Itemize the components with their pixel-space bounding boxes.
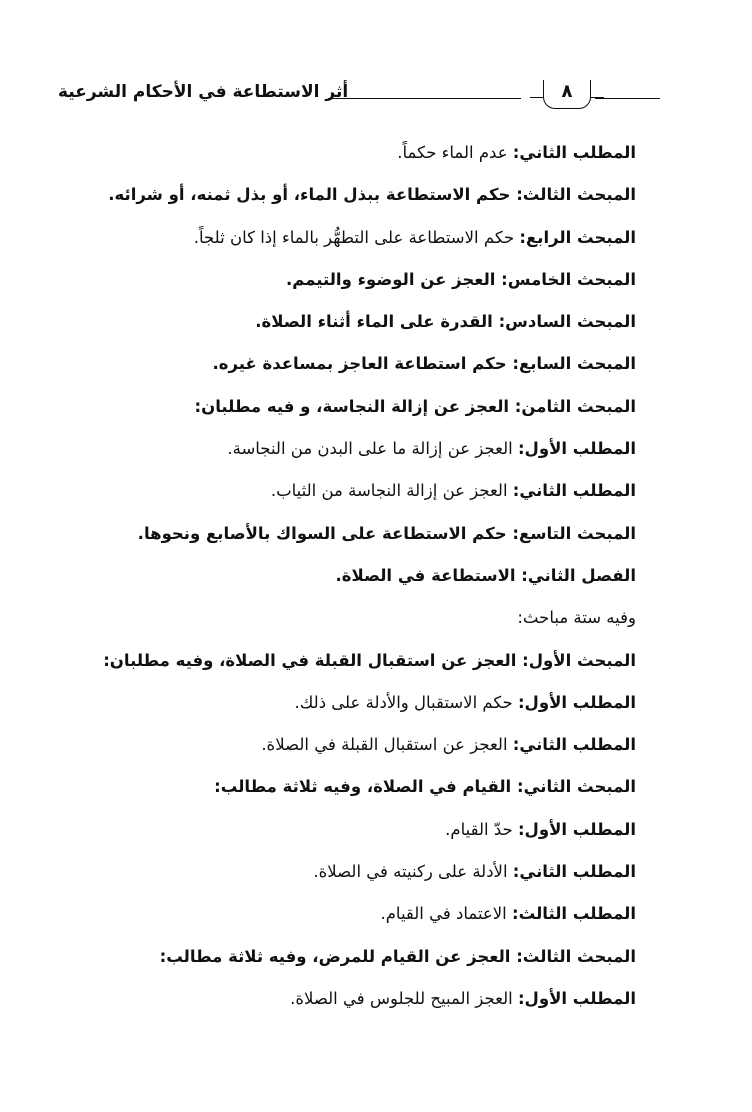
header-rule-right xyxy=(595,98,660,99)
toc-line xyxy=(76,936,636,978)
toc-label: المبحث الرابع: xyxy=(519,227,636,247)
toc-label: المبحث السادس: xyxy=(498,312,636,332)
toc-label: المطلب الأول: xyxy=(517,988,636,1008)
toc-line xyxy=(76,809,636,851)
toc-text: الاستطاعة في الصلاة. xyxy=(335,565,522,585)
toc-line xyxy=(76,386,636,428)
toc-text: الاعتماد في القيام. xyxy=(380,904,513,924)
toc-text: حكم استطاعة العاجز بمساعدة غيره. xyxy=(212,354,513,374)
toc-label: المطلب الثاني: xyxy=(512,143,636,162)
toc-text: حدّ القيام. xyxy=(445,819,518,839)
toc-label: المطلب الثاني: xyxy=(512,862,636,882)
toc-line xyxy=(76,893,636,935)
toc-label: المطلب الثالث: xyxy=(512,904,636,924)
toc-line xyxy=(76,428,636,470)
toc-text: العجز عن الوضوء والتيمم. xyxy=(285,269,502,289)
toc-text: العجز عن استقبال القبلة في الصلاة. xyxy=(261,735,513,755)
toc-text: الأدلة على ركنيته في الصلاة. xyxy=(313,862,513,882)
toc-text: العجز عن استقبال القبلة في الصلاة، وفيه مطلبان: xyxy=(103,650,523,670)
toc-text: حكم الاستطاعة ببذل الماء، أو بذل ثمنه، أو شرائه. xyxy=(108,185,517,205)
header-rule-left xyxy=(328,98,521,99)
toc-label: المبحث الخامس: xyxy=(501,269,636,289)
toc-label: المبحث الثالث: xyxy=(516,185,636,205)
toc-text: حكم الاستقبال والأدلة على ذلك. xyxy=(294,692,518,712)
toc-line xyxy=(76,217,636,259)
toc-text: حكم الاستطاعة على التطهُّر بالماء إذا كان ثلجاً. xyxy=(193,227,520,247)
toc-label: المطلب الأول: xyxy=(517,692,636,712)
toc-text: العجز عن القيام للمرض، وفيه ثلاثة مطالب: xyxy=(159,946,517,966)
toc-text: العجز عن إزالة ما على البدن من النجاسة. xyxy=(227,439,518,459)
toc-label: المطلب الأول: xyxy=(517,819,636,839)
toc-line xyxy=(76,513,636,555)
toc-text: القدرة على الماء أثناء الصلاة. xyxy=(255,312,499,332)
toc-line xyxy=(76,259,636,301)
toc-line xyxy=(76,132,636,174)
toc-label: المبحث الثامن: xyxy=(514,396,636,416)
toc-text: القيام في الصلاة، وفيه ثلاثة مطالب: xyxy=(214,777,517,797)
toc-line xyxy=(76,851,636,893)
page-number-frame xyxy=(543,80,591,109)
toc-line xyxy=(76,174,636,216)
toc-text: العجز عن إزالة النجاسة، و فيه مطلبان: xyxy=(194,396,515,416)
toc-label: المبحث السابع: xyxy=(512,354,636,374)
toc-label: المطلب الأول: xyxy=(517,439,636,459)
toc-label: المبحث الأول: xyxy=(522,650,636,670)
toc-text: عدم الماء حكماً. xyxy=(397,143,513,162)
toc-line xyxy=(76,724,636,766)
toc-label: المبحث الثاني: xyxy=(516,777,636,797)
toc-label: الفصل الثاني: xyxy=(521,565,636,585)
toc-text: العجز عن إزالة النجاسة من الثياب. xyxy=(270,481,513,501)
toc-label: المطلب الثاني: xyxy=(512,481,636,501)
toc-text: حكم الاستطاعة على السواك بالأصابع ونحوها. xyxy=(137,523,513,543)
toc-line xyxy=(76,301,636,343)
toc-text: وفيه ستة مباحث: xyxy=(517,608,636,628)
toc-line xyxy=(76,555,636,597)
running-header xyxy=(58,76,660,120)
toc-line xyxy=(76,766,636,808)
table-of-contents xyxy=(76,132,636,1020)
toc-line xyxy=(76,682,636,724)
toc-label: المبحث التاسع: xyxy=(512,523,636,543)
toc-line xyxy=(76,640,636,682)
toc-line xyxy=(76,978,636,1020)
header-title: أثر الاستطاعة في الأحكام الشرعية xyxy=(58,82,349,102)
page-number: ٨ xyxy=(561,81,573,102)
toc-label: المبحث الثالث: xyxy=(516,946,636,966)
toc-line xyxy=(76,470,636,512)
toc-text: العجز المبيح للجلوس في الصلاة. xyxy=(290,988,518,1008)
toc-line xyxy=(76,343,636,385)
toc-line xyxy=(76,597,636,639)
toc-label: المطلب الثاني: xyxy=(512,735,636,755)
